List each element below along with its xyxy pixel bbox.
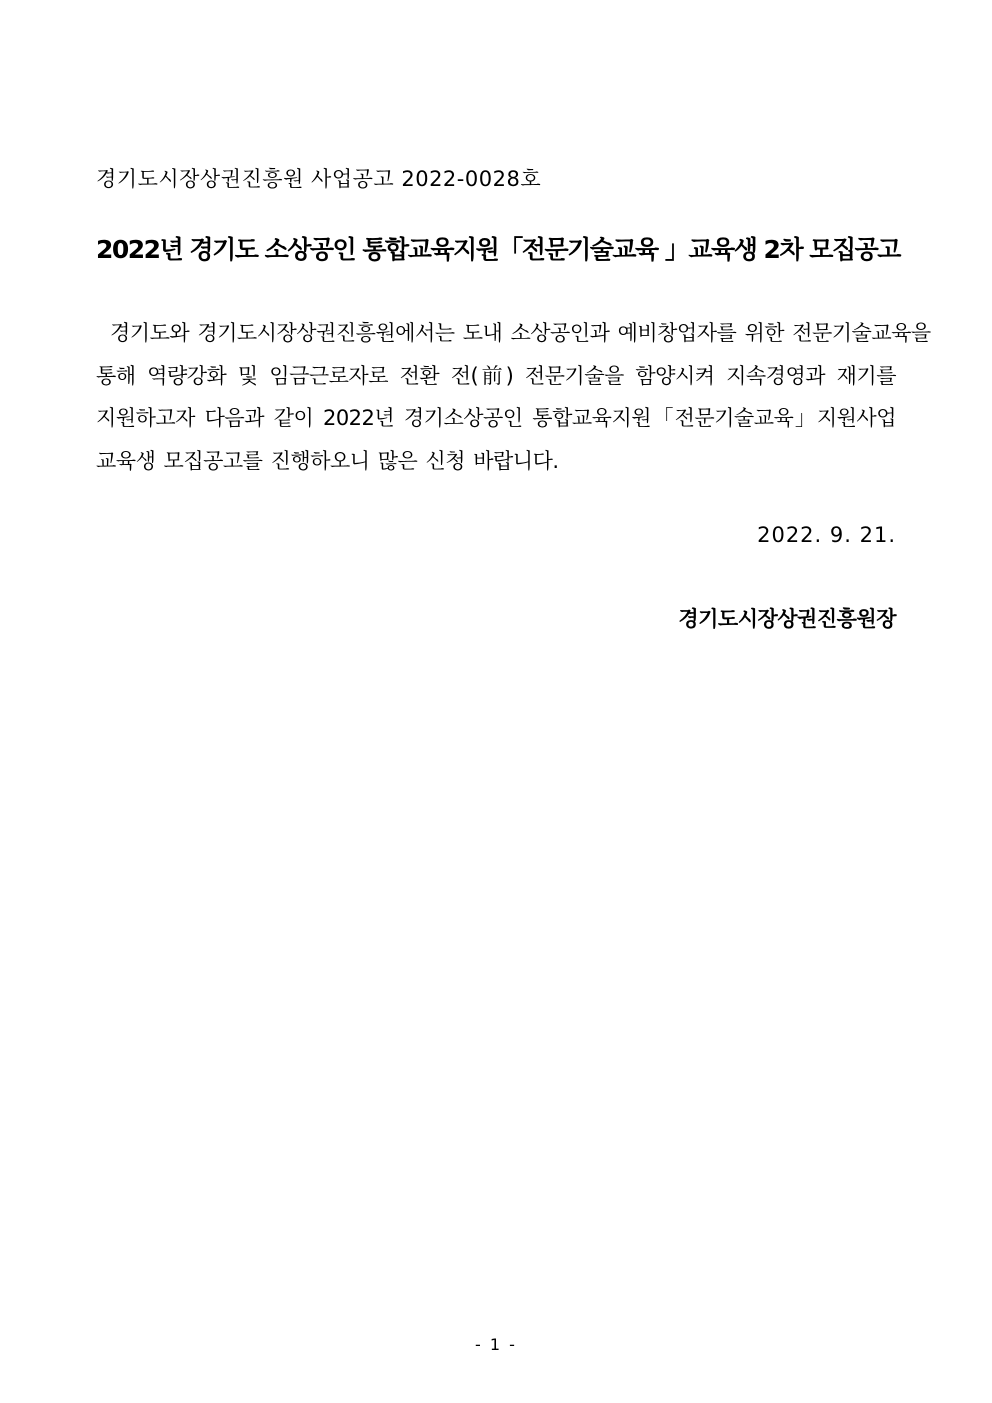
page-number: - 1 - bbox=[475, 1335, 517, 1354]
body-line: 경기도와 경기도시장상권진흥원에서는 도내 소상공인과 예비창업자를 위한 전문기술교육을 bbox=[110, 321, 931, 345]
body-line: 교육생 모집공고를 진행하오니 많은 신청 바랍니다. bbox=[96, 448, 559, 473]
signer-name: 경기도시장상권진흥원장 bbox=[678, 607, 896, 631]
body-paragraph bbox=[96, 312, 931, 482]
notice-date: 2022. 9. 21. bbox=[757, 523, 896, 547]
body-line: 통해 역량강화 및 임금근로자로 전환 전(前) 전문기술을 함양시켜 지속경영과 재기를 bbox=[96, 363, 896, 388]
notice-number: 경기도시장상권진흥원 사업공고 2022-0028호 bbox=[96, 167, 542, 191]
document-title: 2022년 경기도 소상공인 통합교육지원「전문기술교육 」교육생 2차 모집공고 bbox=[96, 235, 900, 264]
body-line: 지원하고자 다음과 같이 2022년 경기소상공인 통합교육지원「전문기술교육」지원사업 bbox=[96, 406, 896, 430]
